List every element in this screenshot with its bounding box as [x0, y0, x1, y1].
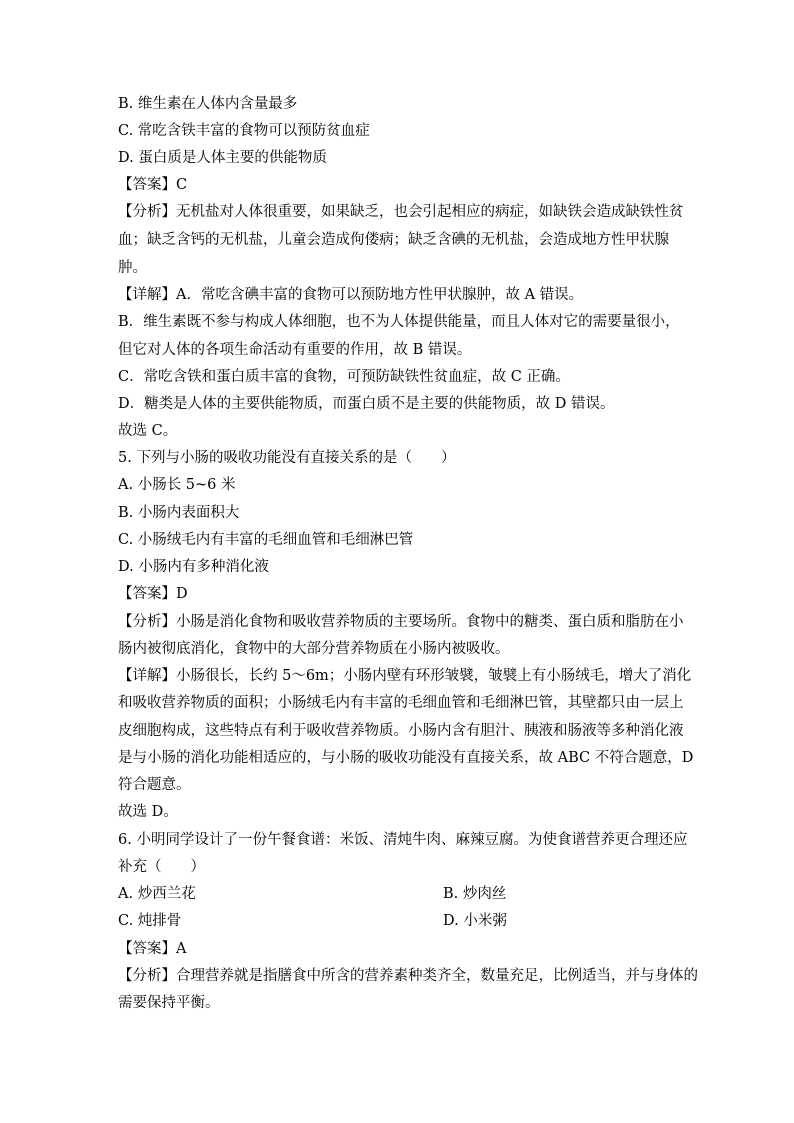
q6-analysis-line: 【分析】合理营养就是指膳食中所含的营养素种类齐全，数量充足，比例适当，并与身体的	[118, 968, 698, 984]
q5-detail-line: 符合题意。	[118, 777, 191, 793]
q6-answer: 【答案】A	[118, 941, 187, 957]
q5-analysis-line: 肠内被彻底消化，食物中的大部分营养物质在小肠内被吸收。	[118, 641, 510, 657]
q5-option-d: D. 小肠内有多种消化液	[118, 559, 269, 575]
q4-detail-line: C．常吃含铁和蛋白质丰富的食物，可预防缺铁性贫血症，故 C 正确。	[118, 369, 570, 385]
q6-analysis-line: 需要保持平衡。	[118, 995, 220, 1011]
q5-option-a: A. 小肠长 5~6 米	[118, 477, 236, 493]
q4-analysis-line: 肿。	[118, 260, 147, 276]
q4-detail-line: B．维生素既不参与构成人体细胞，也不为人体提供能量，而且人体对它的需要量很小，	[118, 314, 680, 330]
q5-answer: 【答案】D	[118, 586, 188, 602]
q5-conclusion: 故选 D。	[118, 804, 178, 820]
q4-detail-line: D．糖类是人体的主要供能物质，而蛋白质不是主要的供能物质，故 D 错误。	[118, 396, 615, 412]
q5-stem: 5. 下列与小肠的吸收功能没有直接关系的是（ ）	[118, 450, 456, 466]
q4-analysis-line: 血；缺乏含钙的无机盐，儿童会造成佝偻病；缺乏含碘的无机盐，会造成地方性甲状腺	[118, 232, 669, 248]
q5-analysis-line: 【分析】小肠是消化食物和吸收营养物质的主要场所。食物中的糖类、蛋白质和脂肪在小	[118, 614, 684, 630]
q4-option-c: C. 常吃含铁丰富的食物可以预防贫血症	[118, 123, 370, 139]
q4-detail-line: 【详解】A．常吃含碘丰富的食物可以预防地方性甲状腺肿，故 A 错误。	[118, 287, 584, 303]
q5-detail-line: 皮细胞构成，这些特点有利于吸收营养物质。小肠内含有胆汁、胰液和肠液等多种消化液	[118, 723, 684, 739]
q6-option-d: D. 小米粥	[443, 913, 507, 929]
q6-stem-line: 6. 小明同学设计了一份午餐食谱：米饭、清炖牛肉、麻辣豆腐。为使食谱营养更合理还应	[118, 832, 688, 848]
q4-analysis-line: 【分析】无机盐对人体很重要，如果缺乏，也会引起相应的病症，如缺铁会造成缺铁性贫	[118, 204, 684, 220]
q5-detail-line: 【详解】小肠很长，长约 5～6m；小肠内壁有环形皱襞，皱襞上有小肠绒毛，增大了消化	[118, 668, 692, 684]
q4-option-d: D. 蛋白质是人体主要的供能物质	[118, 150, 327, 166]
q5-option-b: B. 小肠内表面积大	[118, 505, 240, 521]
q4-conclusion: 故选 C。	[118, 423, 178, 439]
q5-detail-line: 是与小肠的消化功能相适应的，与小肠的吸收功能没有直接关系，故 ABC 不符合题意，D	[118, 750, 694, 766]
q6-stem-line: 补充（ ）	[118, 859, 205, 875]
q6-option-a: A. 炒西兰花	[118, 886, 196, 902]
q5-option-c: C. 小肠绒毛内有丰富的毛细血管和毛细淋巴管	[118, 532, 414, 548]
q4-option-b: B. 维生素在人体内含量最多	[118, 96, 298, 112]
q4-detail-line: 但它对人体的各项生命活动有重要的作用，故 B 错误。	[118, 342, 472, 358]
q5-detail-line: 和吸收营养物质的面积；小肠绒毛内有丰富的毛细血管和毛细淋巴管，其壁都只由一层上	[118, 695, 684, 711]
q6-option-b: B. 炒肉丝	[443, 886, 507, 902]
q6-option-c: C. 炖排骨	[118, 913, 182, 929]
q4-answer: 【答案】C	[118, 177, 188, 193]
